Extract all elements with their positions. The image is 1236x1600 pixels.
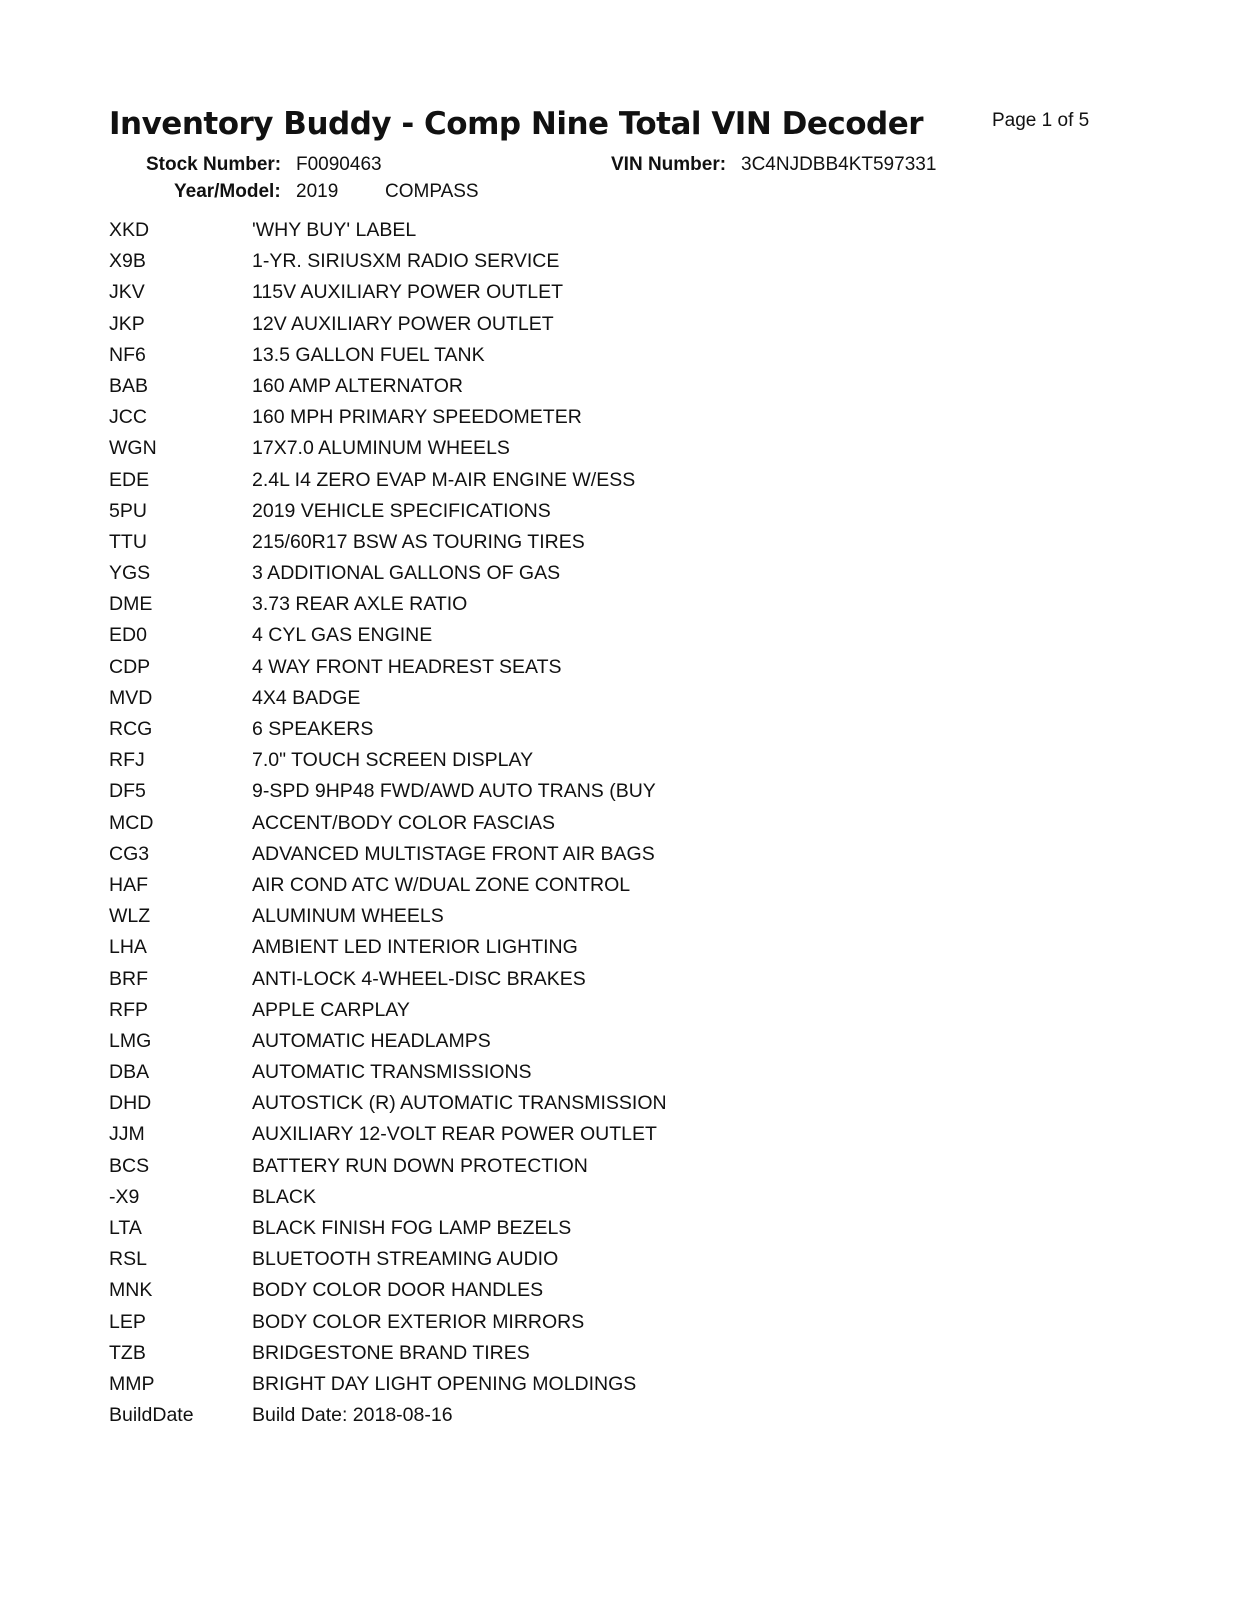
option-description: APPLE CARPLAY [252, 998, 410, 1021]
option-code: JCC [109, 406, 147, 429]
option-code: ED0 [109, 624, 147, 647]
option-description: 160 MPH PRIMARY SPEEDOMETER [252, 406, 582, 429]
option-code: LMG [109, 1029, 152, 1052]
option-code: CG3 [109, 842, 150, 865]
option-row [109, 1152, 1009, 1183]
option-row [109, 1183, 1009, 1214]
option-code: XKD [109, 219, 150, 241]
option-code: MVD [109, 686, 153, 709]
option-row [109, 1214, 1009, 1245]
stock-number-label: Stock Number: [146, 154, 282, 175]
option-code: X9B [109, 250, 146, 273]
option-row [109, 996, 1009, 1027]
option-description: Build Date: 2018-08-16 [252, 1404, 453, 1427]
page-title: Inventory Buddy - Comp Nine Total VIN Decoder [109, 106, 924, 142]
option-code: RSL [109, 1248, 147, 1271]
option-description: ACCENT/BODY COLOR FASCIAS [252, 811, 556, 834]
option-description: 160 AMP ALTERNATOR [252, 374, 463, 397]
option-description: 6 SPEAKERS [252, 718, 374, 740]
option-description: AUTOMATIC TRANSMISSIONS [252, 1061, 532, 1084]
option-description: 2.4L I4 ZERO EVAP M-AIR ENGINE W/ESS [252, 468, 636, 491]
option-description: BODY COLOR EXTERIOR MIRRORS [252, 1310, 585, 1333]
option-row [109, 809, 1009, 840]
option-code: RCG [109, 718, 153, 740]
option-row [109, 247, 1009, 278]
year-model-label: Year/Model: [174, 181, 281, 202]
option-code: MMP [109, 1372, 155, 1395]
option-description: ANTI-LOCK 4-WHEEL-DISC BRAKES [252, 967, 586, 990]
option-description: BLACK [252, 1185, 316, 1208]
option-row [109, 1058, 1009, 1089]
option-description: AUTOSTICK (R) AUTOMATIC TRANSMISSION [252, 1092, 667, 1115]
option-code: DF5 [109, 780, 146, 803]
option-description: 13.5 GALLON FUEL TANK [252, 343, 485, 366]
option-row [109, 341, 1009, 372]
option-description: 4X4 BADGE [252, 686, 361, 709]
option-description: 4 CYL GAS ENGINE [252, 624, 433, 647]
option-code: JKP [109, 312, 145, 335]
option-description: 12V AUXILIARY POWER OUTLET [252, 312, 554, 335]
option-code: 5PU [109, 499, 147, 522]
option-row [109, 1089, 1009, 1120]
option-description: BLUETOOTH STREAMING AUDIO [252, 1248, 559, 1271]
option-code: WGN [109, 437, 157, 460]
option-row [109, 590, 1009, 621]
option-description: AMBIENT LED INTERIOR LIGHTING [252, 936, 578, 959]
option-code: HAF [109, 873, 148, 896]
vin-number-value: 3C4NJDBB4KT597331 [741, 154, 937, 175]
option-code: DBA [109, 1061, 150, 1084]
option-row [109, 653, 1009, 684]
option-code-list [109, 216, 1009, 1432]
option-code: MNK [109, 1279, 153, 1302]
option-row [109, 310, 1009, 341]
option-row [109, 434, 1009, 465]
option-description: 3 ADDITIONAL GALLONS OF GAS [252, 562, 561, 585]
option-code: TZB [109, 1341, 146, 1364]
option-code: BRF [109, 967, 148, 990]
option-row [109, 1370, 1009, 1401]
option-description: BRIDGESTONE BRAND TIRES [252, 1341, 530, 1364]
option-row [109, 933, 1009, 964]
option-row [109, 1276, 1009, 1307]
option-description: BRIGHT DAY LIGHT OPENING MOLDINGS [252, 1372, 637, 1395]
option-description: ALUMINUM WHEELS [252, 905, 444, 928]
option-code: BAB [109, 374, 149, 397]
year-value: 2019 [296, 181, 339, 202]
option-row [109, 559, 1009, 590]
option-code: EDE [109, 468, 150, 491]
option-code: BuildDate [109, 1404, 194, 1427]
option-row [109, 621, 1009, 652]
option-description: BLACK FINISH FOG LAMP BEZELS [252, 1217, 572, 1239]
option-description: 4 WAY FRONT HEADREST SEATS [252, 655, 562, 678]
option-code: -X9 [109, 1185, 140, 1208]
option-description: 115V AUXILIARY POWER OUTLET [252, 281, 564, 304]
option-row [109, 466, 1009, 497]
option-description: 'WHY BUY' LABEL [252, 219, 417, 241]
option-row [109, 1401, 1009, 1432]
option-row [109, 1245, 1009, 1276]
option-row [109, 746, 1009, 777]
option-description: 3.73 REAR AXLE RATIO [252, 593, 468, 616]
option-row [109, 278, 1009, 309]
option-code: NF6 [109, 343, 146, 366]
option-row [109, 1308, 1009, 1339]
option-description: 2019 VEHICLE SPECIFICATIONS [252, 499, 551, 522]
stock-number-value: F0090463 [296, 154, 382, 175]
option-row [109, 1027, 1009, 1058]
option-description: 1-YR. SIRIUSXM RADIO SERVICE [252, 250, 560, 273]
option-code: RFJ [109, 749, 145, 772]
option-code: TTU [109, 530, 147, 553]
option-row [109, 871, 1009, 902]
option-row [109, 497, 1009, 528]
option-row [109, 403, 1009, 434]
option-description: AIR COND ATC W/DUAL ZONE CONTROL [252, 873, 631, 896]
option-description: ADVANCED MULTISTAGE FRONT AIR BAGS [252, 842, 655, 865]
option-row [109, 1120, 1009, 1151]
option-code: DME [109, 593, 153, 616]
option-row [109, 528, 1009, 559]
option-description: 215/60R17 BSW AS TOURING TIRES [252, 530, 585, 553]
option-row [109, 715, 1009, 746]
option-row [109, 965, 1009, 996]
option-row [109, 777, 1009, 808]
option-row [109, 216, 1009, 247]
option-description: AUXILIARY 12-VOLT REAR POWER OUTLET [252, 1123, 657, 1146]
option-code: LHA [109, 936, 147, 959]
option-description: 7.0" TOUCH SCREEN DISPLAY [252, 749, 534, 772]
option-row [109, 902, 1009, 933]
option-code: LEP [109, 1310, 146, 1333]
option-code: JJM [109, 1123, 145, 1146]
option-code: MCD [109, 811, 154, 834]
option-description: 17X7.0 ALUMINUM WHEELS [252, 437, 510, 460]
option-code: JKV [109, 281, 145, 304]
option-code: LTA [109, 1217, 142, 1239]
option-description: AUTOMATIC HEADLAMPS [252, 1029, 491, 1052]
vin-number-label: VIN Number: [611, 154, 727, 175]
option-description: 9-SPD 9HP48 FWD/AWD AUTO TRANS (BUY [252, 780, 656, 803]
option-code: YGS [109, 562, 151, 585]
page-number: Page 1 of 5 [992, 110, 1090, 131]
option-code: BCS [109, 1154, 150, 1177]
option-code: RFP [109, 998, 148, 1021]
option-row [109, 840, 1009, 871]
option-code: DHD [109, 1092, 152, 1115]
model-value: COMPASS [385, 181, 479, 202]
option-description: BODY COLOR DOOR HANDLES [252, 1279, 544, 1302]
option-description: BATTERY RUN DOWN PROTECTION [252, 1154, 588, 1177]
option-row [109, 372, 1009, 403]
option-code: CDP [109, 655, 151, 678]
option-code: WLZ [109, 905, 151, 928]
option-row [109, 1339, 1009, 1370]
option-row [109, 684, 1009, 715]
